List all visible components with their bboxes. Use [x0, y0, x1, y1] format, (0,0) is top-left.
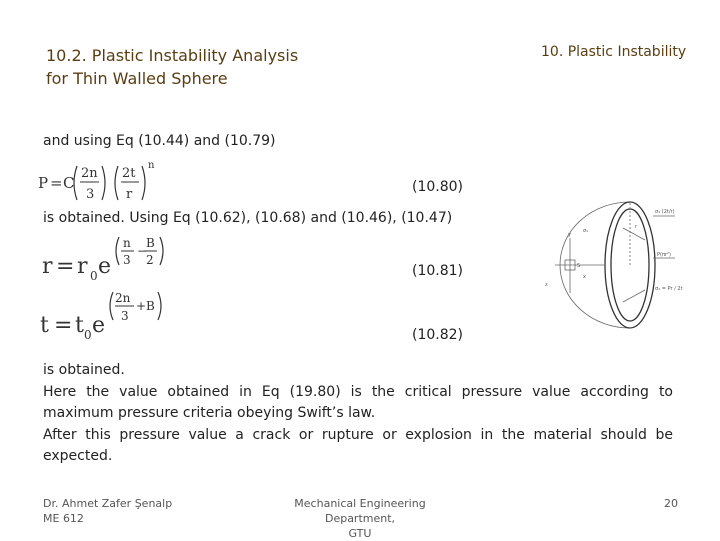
- eq82-eq: =: [54, 313, 73, 338]
- eq80-paren-right: [102, 166, 105, 200]
- eq80-exponent: n: [148, 160, 155, 171]
- fig-label-r: r: [635, 224, 638, 230]
- eq81-e: e: [98, 254, 112, 279]
- eq80-number: (10.80): [412, 179, 464, 195]
- eq81-eq: =: [56, 254, 75, 279]
- footer-dept-block: [260, 496, 460, 541]
- eq82-plus-b: +B: [136, 299, 155, 313]
- fig-label-z: z: [545, 282, 548, 288]
- fig-label-br: σ₁ = Pr / 2t: [655, 286, 683, 292]
- inner-arrow-1: [623, 228, 645, 240]
- page-number: 20: [664, 497, 678, 510]
- obtained-text-2: is obtained.: [43, 362, 125, 378]
- eq82-paren-right: [158, 292, 161, 320]
- obtained-text-1: is obtained. Using Eq (10.62), (10.68) and (10.46), (10.47): [43, 210, 453, 226]
- rupture-text: After this pressure value a crack or rupture or explosion in the material should be expected.: [43, 426, 673, 464]
- equation-10-82: [38, 288, 178, 343]
- eq80-f2-num: 2t: [122, 166, 136, 181]
- fig-label-mid: P(πr²): [657, 252, 671, 258]
- equation-10-80: [36, 158, 156, 208]
- eq80-f2-den: r: [126, 187, 133, 202]
- eq81-f1-den: 3: [123, 253, 131, 267]
- eq82-e: e: [92, 313, 106, 338]
- eq81-sub: 0: [90, 269, 98, 283]
- eq80-f1-den: 3: [86, 187, 95, 202]
- footer-uni: GTU: [348, 527, 372, 540]
- eq81-f2-den: 2: [146, 253, 154, 267]
- inner-arrow-2: [623, 290, 645, 302]
- fig-label-sigma: σ₁: [583, 228, 589, 234]
- footer-course: ME 612: [43, 512, 84, 525]
- footer-author-block: [43, 496, 172, 526]
- eq81-f1-num: n: [123, 236, 131, 250]
- section-title: 10. Plastic Instability: [541, 44, 687, 60]
- eq82-base: t: [75, 313, 84, 338]
- eq81-paren-left: [116, 237, 119, 265]
- eq80-paren2-right: [142, 166, 145, 200]
- footer-dept: Mechanical Engineering Department,: [294, 497, 426, 525]
- slide-title-line1: 10.2. Plastic Instability Analysis: [46, 46, 299, 65]
- conclusion-paragraph: [43, 360, 673, 468]
- eq80-f1-num: 2n: [81, 166, 98, 181]
- fig-label-x: x: [583, 274, 586, 280]
- eq82-den: 3: [121, 309, 129, 323]
- footer-author: Dr. Ahmet Zafer Şenalp: [43, 497, 173, 510]
- intro-text: and using Eq (10.44) and (10.79): [43, 133, 276, 149]
- eq81-number: (10.81): [412, 263, 464, 279]
- eq82-paren-left: [110, 292, 113, 320]
- eq82-lhs: t: [40, 313, 49, 338]
- eq81-minus: −: [137, 244, 148, 258]
- eq81-f2-num: B: [146, 236, 155, 250]
- eq81-lhs: r: [42, 254, 53, 279]
- fig-label-y: y: [568, 232, 571, 238]
- eq81-base: r: [77, 254, 88, 279]
- eq82-number: (10.82): [412, 327, 464, 343]
- fig-label-s: S: [577, 263, 581, 269]
- eq80-lhs: P: [38, 174, 49, 192]
- eq82-sub: 0: [84, 328, 92, 342]
- eq80-paren-left: [74, 166, 77, 200]
- eq80-eq: =: [50, 174, 63, 192]
- equation-10-81: [40, 233, 180, 288]
- eq82-num: 2n: [115, 291, 131, 305]
- eq80-paren2-left: [115, 166, 118, 200]
- sphere-diagram: [535, 198, 685, 333]
- slide-title: [46, 44, 298, 90]
- fig-label-top: σ₁ (2t/r): [655, 209, 675, 215]
- critical-pressure-text: Here the value obtained in Eq (19.80) is the critical pressure value according to maximum pressure criteria obeying Swift’s law.: [43, 383, 673, 421]
- eq81-paren-right: [160, 237, 163, 265]
- slide-title-line2: for Thin Walled Sphere: [46, 69, 228, 88]
- eq80-coef: C: [63, 174, 75, 192]
